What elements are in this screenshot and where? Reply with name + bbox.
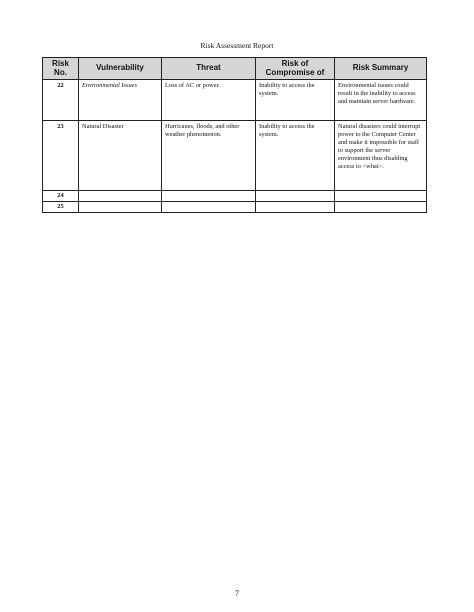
risk-of-compromise-cell: Inability to access the system. xyxy=(256,121,335,191)
risk-summary-cell xyxy=(335,202,427,213)
threat-cell xyxy=(162,202,256,213)
risk-of-compromise-cell xyxy=(256,202,335,213)
table-header-row xyxy=(43,58,427,80)
threat-cell: Loss of AC or power. xyxy=(162,80,256,121)
risk-summary-cell xyxy=(335,191,427,202)
risk-of-compromise-cell xyxy=(256,191,335,202)
vulnerability-cell xyxy=(79,191,162,202)
threat-cell: Hurricanes, floods, and other weather phenomenon. xyxy=(162,121,256,191)
risk-no-cell: 22 xyxy=(43,80,79,121)
risk-assessment-table xyxy=(42,57,427,213)
column-header-risk-no: Risk No. xyxy=(43,58,79,80)
risk-summary-cell: Environmental issues could result in the inability to access and maintain server hardware. xyxy=(335,80,427,121)
risk-no-cell: 24 xyxy=(43,191,79,202)
column-header-threat: Threat xyxy=(162,58,256,80)
page-number: 7 xyxy=(235,589,239,598)
vulnerability-cell xyxy=(79,202,162,213)
risk-no-cell: 23 xyxy=(43,121,79,191)
risk-no-cell: 25 xyxy=(43,202,79,213)
table-row xyxy=(43,121,427,191)
table-row xyxy=(43,202,427,213)
table-row xyxy=(43,191,427,202)
risk-summary-cell: Natural disasters could interrupt power to the Computer Center and make it impossible for staff to support the server environment thus disabling access to <what>. xyxy=(335,121,427,191)
column-header-risk-of-compromise: Risk of Compromise of xyxy=(256,58,335,80)
page-header-title: Risk Assessment Report xyxy=(200,41,274,50)
table-row xyxy=(43,80,427,121)
column-header-risk-summary: Risk Summary xyxy=(335,58,427,80)
risk-of-compromise-cell: Inability to access the system. xyxy=(256,80,335,121)
column-header-vulnerability: Vulnerability xyxy=(79,58,162,80)
vulnerability-cell: Natural Disaster xyxy=(79,121,162,191)
threat-cell xyxy=(162,191,256,202)
vulnerability-cell: Environmental Issues xyxy=(79,80,162,121)
